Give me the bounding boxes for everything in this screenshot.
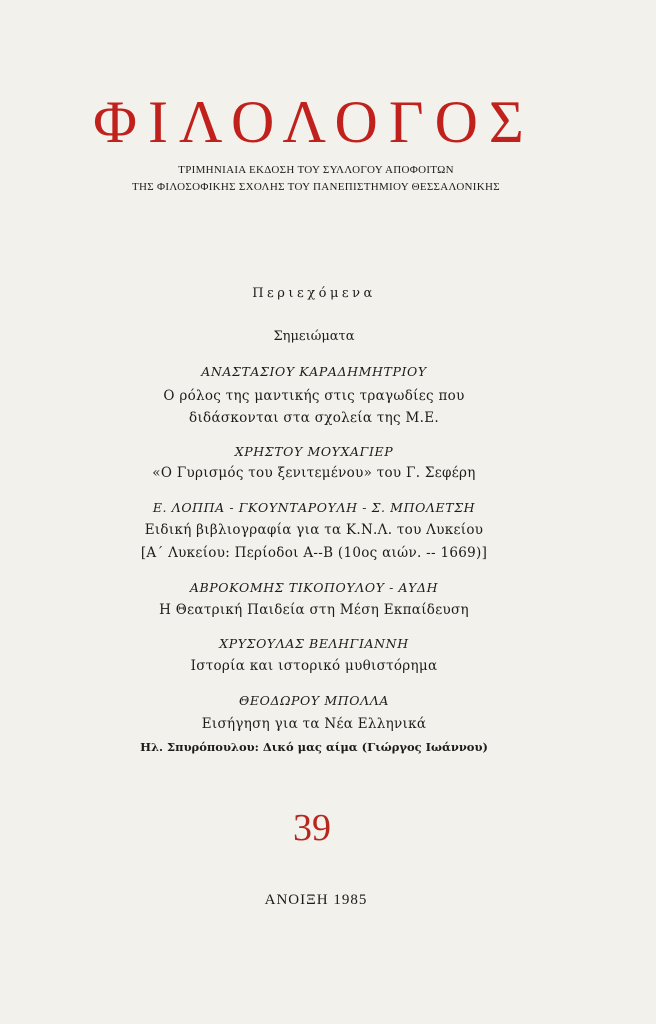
issue-season: ΑΝΟΙΞΗ 1985 (264, 892, 368, 908)
entry-author: ΘΕΟΔΩΡΟΥ ΜΠΟΛΛΑ (239, 693, 389, 708)
book-review-line: Ηλ. Σπυρόπουλου: Δικό μας αίμα (Γιώργος Ιωάννου) (140, 740, 488, 754)
entry-title-line: [Α΄ Λυκείου: Περίοδοι Α--Β (10ος αιών. -- 1669)] (140, 545, 488, 561)
issue-number: 39 (293, 807, 331, 849)
entry-title-line: Η Θεατρική Παιδεία στη Μέση Εκπαίδευση (159, 602, 469, 618)
entry-author: ΑΝΑΣΤΑΣΙΟΥ ΚΑΡΑΔΗΜΗΤΡΙΟΥ (201, 364, 427, 379)
entry-title-line: Ιστορία και ιστορικό μυθιστόρημα (190, 658, 438, 674)
entry-author: ΧΡΗΣΤΟΥ ΜΟΥΧΑΓΙΕΡ (234, 444, 394, 459)
contents-heading: Περιεχόμενα (252, 286, 376, 301)
entry-title-line: Ο ρόλος της μαντικής στις τραγωδίες που (163, 388, 465, 404)
entry-title-line: Ειδική βιβλιογραφία για τα Κ.Ν.Λ. του Λυκείου (144, 522, 484, 538)
contents-notes: Σημειώματα (273, 329, 355, 344)
entry-author: ΑΒΡΟΚΟΜΗΣ ΤΙΚΟΠΟΥΛΟΥ - ΑΥΔΗ (189, 580, 439, 595)
entry-title-line: διδάσκονται στα σχολεία της Μ.Ε. (189, 410, 439, 426)
entry-author: Ε. ΛΟΠΠΑ - ΓΚΟΥΝΤΑΡΟΥΛΗ - Σ. ΜΠΟΛΕΤΣΗ (152, 500, 476, 515)
entry-title-line: Εισήγηση για τα Νέα Ελληνικά (201, 716, 427, 732)
journal-subtitle-line1: ΤΡΙΜΗΝΙΑΙΑ ΕΚΔΟΣΗ ΤΟΥ ΣΥΛΛΟΓΟΥ ΑΠΟΦΟΙΤΩΝ (178, 164, 454, 176)
journal-subtitle-line2: ΤΗΣ ΦΙΛΟΣΟΦΙΚΗΣ ΣΧΟΛΗΣ ΤΟΥ ΠΑΝΕΠΙΣΤΗΜΙΟΥ ΘΕΣΣΑΛΟΝΙΚΗΣ (132, 181, 500, 193)
entry-title-line: «Ο Γυρισμός του ξενιτεμένου» του Γ. Σεφέρη (152, 465, 476, 481)
entry-author: ΧΡΥΣΟΥΛΑΣ ΒΕΛΗΓΙΑΝΝΗ (219, 636, 409, 651)
journal-title: ΦΙΛΟΛΟΓΟΣ (93, 89, 535, 155)
